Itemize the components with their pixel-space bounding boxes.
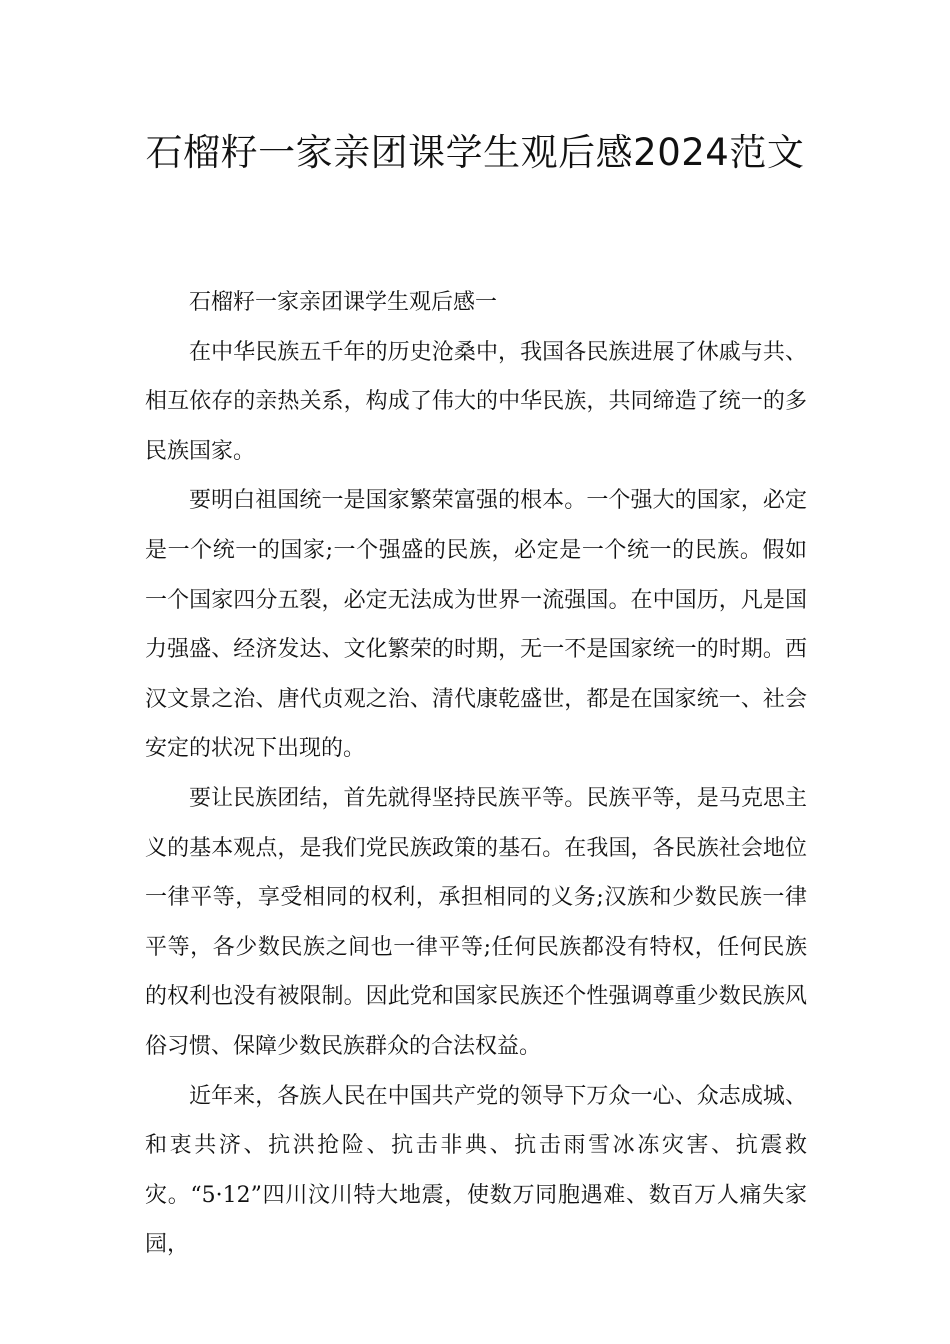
paragraph: 要让民族团结，首先就得坚持民族平等。民族平等，是马克思主义的基本观点，是我们党民族政策的基石。在我国，各民族社会地位一律平等，享受相同的权利，承担相同的义务;汉族和少数民族一律平等，各少数民族之间也一律平等;任何民族都没有特权，任何民族的权利也没有被限制。因此党和国家民族还个性强调尊重少数民族风俗习惯、保障少数民族群众的合法权益。 bbox=[145, 785, 807, 1059]
paragraph: 要明白祖国统一是国家繁荣富强的根本。一个强大的国家，必定是一个统一的国家;一个强盛的民族，必定是一个统一的民族。假如一个国家四分五裂，必定无法成为世界一流强国。在中国历，凡是国力强盛、经济发达、文化繁荣的时期，无一不是国家统一的时期。西汉文景之治、唐代贞观之治、清代康乾盛世，都是在国家统一、社会安定的状况下出现的。 bbox=[145, 488, 807, 762]
paragraph-heading: 石榴籽一家亲团课学生观后感一 bbox=[189, 290, 498, 315]
paragraph: 近年来，各族人民在中国共产党的领导下万众一心、众志成城、和衷共济、抗洪抢险、抗击非典、抗击雨雪冰冻灾害、抗震救灾。“5·12”四川汶川特大地震，使数万同胞遇难、数百万人痛失家园， bbox=[145, 1083, 807, 1258]
document-title: 石榴籽一家亲团课学生观后感2024范文 bbox=[145, 131, 805, 174]
document-body bbox=[145, 278, 807, 1270]
paragraph: 在中华民族五千年的历史沧桑中，我国各民族进展了休戚与共、相互依存的亲热关系，构成了伟大的中华民族，共同缔造了统一的多民族国家。 bbox=[145, 339, 807, 464]
